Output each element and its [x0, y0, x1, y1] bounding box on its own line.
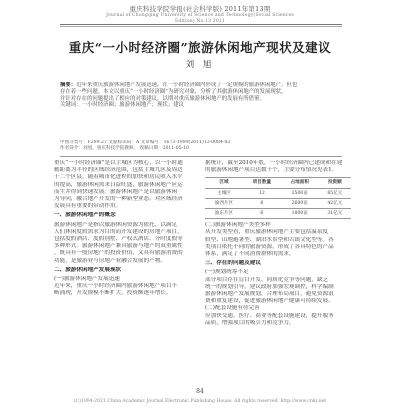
table-cell: 渝东片区 — [205, 209, 243, 219]
table-cell: 2600亩 — [281, 198, 319, 208]
body-text-line: 发展具有重要的带动作用。 — [54, 203, 122, 210]
table-cell: 6 — [243, 209, 281, 219]
body-text-line: 断涌现，开发规模不断扩大，投资额逐年增长。 — [54, 290, 172, 297]
table-cell: 42亿元 — [319, 198, 351, 208]
table-cell: 85亿元 — [319, 188, 351, 198]
article-author: 刘 旭 — [185, 60, 215, 70]
article-title: 重庆“一小时经济圈”旅游休闲地产现状及建议 — [68, 40, 332, 55]
body-column-left — [54, 160, 200, 298]
body-text-line: 体系，满足了不同消费群体的需求。 — [205, 251, 295, 258]
table-row — [205, 209, 351, 219]
body-text-line: 重庆“一小时经济圈”是以主城区为核心，以一小时通 — [54, 160, 183, 166]
section-heading: 二、旅游休闲地产发展现状 — [54, 266, 122, 273]
keywords-line: 关键词：一小时经济圈；旅游休闲地产；现状；建议 — [60, 102, 184, 109]
table-cell: 3500亩 — [281, 188, 319, 198]
body-text-line: (一)规划统筹不足 — [205, 269, 249, 276]
abstract-line — [60, 82, 345, 89]
body-text-line: 旅游休闲地产是指以旅游休闲资源为依托，以满足 — [54, 221, 178, 228]
journal-header — [100, 5, 300, 25]
right-column-top — [205, 160, 351, 174]
body-text-line: 应加快交通、医疗、商业等配套设施建设，提升服务 — [205, 312, 334, 319]
body-text-line: 的旅游休闲地产项目达数十个，主要分布情况见表1。 — [205, 167, 338, 174]
meta-rule — [60, 156, 342, 157]
table-header-cell: 投资额 — [319, 178, 351, 188]
body-text-line: 假型、山地避暑型、湖泊水景型和古镇文化型等。各 — [205, 236, 334, 243]
section-heading: 一、旅游休闲地产的概念 — [54, 212, 116, 219]
body-text-line: 的提高，旅游休闲需求日益旺盛，旅游休闲地产应运 — [54, 181, 183, 188]
header-rule — [60, 24, 342, 25]
page-number: 84 — [196, 388, 204, 395]
abstract-text: 近年来重庆旅游休闲地产发展迅速，在一小时经济圈内形成了一定规模的旅游休闲地产，但也 — [76, 82, 298, 88]
body-text-line: 近年来，重庆一小时经济圈内旅游休闲地产项目不 — [54, 283, 178, 290]
journal-title-en: Journal of Chongqing University of Science and Technology(Social Sciences Edition) No.13 2011 — [106, 13, 294, 24]
body-text-line: 包括度假酒店、度假别墅、产权式酒店、分时度假等 — [54, 236, 183, 243]
journal-title-cn: 重庆科技学院学报(社会科学版) 2011年第13期 — [129, 5, 271, 13]
table-cell: 主城区 — [205, 188, 243, 198]
abstract-line: 并针对存在的问题提出了相应的对策建议，以期对重庆旅游休闲地产的发展有所借鉴。 — [60, 95, 265, 102]
body-text-line: 勤距离为半径的区域经济范围，包括主城九区及周边 — [54, 167, 183, 174]
table-header-cell: 项目数量 — [243, 178, 281, 188]
body-text-line: 费和重复建设，促进旅游休闲地产健康可持续发展。 — [205, 298, 334, 305]
table-cell: 8 — [243, 198, 281, 208]
table-cell: 12 — [243, 188, 281, 198]
classification-line: 中图分类号：F299.27 文献标识码：A 文章编号：1673-1999(2011)13-0084-03 — [60, 140, 231, 145]
table-cell: 渝西片区 — [205, 198, 243, 208]
body-text-line: 从开发类型看，重庆旅游休闲地产主要包括温泉度 — [205, 229, 329, 236]
body-column-right — [205, 160, 351, 327]
table-body — [205, 188, 351, 219]
article-meta — [60, 140, 345, 152]
body-text-line: (二)配套设施有待完善 — [205, 305, 260, 312]
body-text-line: 人们休闲度假需求为目的而开发建设的房地产项目， — [54, 228, 183, 235]
body-text-line: 统一的规划引导。建议政府加强宏观调控，科学编制 — [205, 283, 334, 290]
body-text-line: 旅游休闲地产发展规划，合理布局项目，避免资源浪 — [205, 291, 334, 298]
section-heading: 三、存在的问题及建议 — [205, 260, 261, 267]
body-text-line: 为导向，融合地产开发的一种新型业态，对区域经济 — [54, 196, 183, 203]
table-header-row — [205, 178, 351, 188]
abstract-label: 摘要： — [60, 82, 77, 88]
body-text-line: 品质，增强项目的吸引力和竞争力。 — [205, 319, 295, 326]
header-rule-thin — [60, 26, 342, 27]
abstract-block — [60, 82, 345, 109]
abstract-line: 存在着一些问题。本文以重庆“一小时经济圈”为研究对象，分析了其旅游休闲地产的发展现状， — [60, 88, 287, 95]
table-row — [205, 198, 351, 208]
right-column-bottom — [205, 222, 351, 327]
table-cell: 1800亩 — [281, 209, 319, 219]
data-table — [205, 177, 351, 219]
body-text-line: 多种形式。旅游休闲地产兼具旅游与地产的双重属性 — [54, 243, 183, 250]
body-text-line: 类项目依托不同的旅游资源，形成了各具特色的产品 — [205, 243, 334, 250]
body-text-line: 十二个区县。随着城市化进程的加快和居民收入水平 — [54, 174, 183, 181]
body-text-line: 据统计，截至2010年底，一小时经济圈内已建成和在建 — [205, 160, 343, 166]
copyright-footer: (C)1994-2021 China Academic Journal Electronic Publishing House. All rights reserved. http://www.cnki.net — [73, 399, 327, 404]
body-text-line: 而生并得到快速发展。旅游休闲地产是以旅游休闲 — [54, 188, 178, 195]
body-text-line: ，既具有一般房地产的投资价值，又具有旅游消费的 — [54, 250, 183, 257]
body-text-line: 部分项目存在盲目开发、同质化竞争等问题，缺乏 — [205, 276, 329, 283]
body-text-line: (一)旅游休闲地产发展迅速 — [54, 276, 120, 283]
table-cell: 31亿元 — [319, 209, 351, 219]
table-header-cell: 区域 — [205, 178, 243, 188]
body-text-line: (二)旅游休闲地产类型多样 — [205, 222, 271, 229]
author-info-line: 作者简介：刘旭，重庆科技学院教师。 收稿日期：2011-05-10 — [60, 146, 190, 151]
table-header-cell: 占地面积 — [281, 178, 319, 188]
body-text-line: 功能，是旅游业与房地产业融合发展的产物。 — [54, 257, 166, 264]
table-row — [205, 188, 351, 198]
